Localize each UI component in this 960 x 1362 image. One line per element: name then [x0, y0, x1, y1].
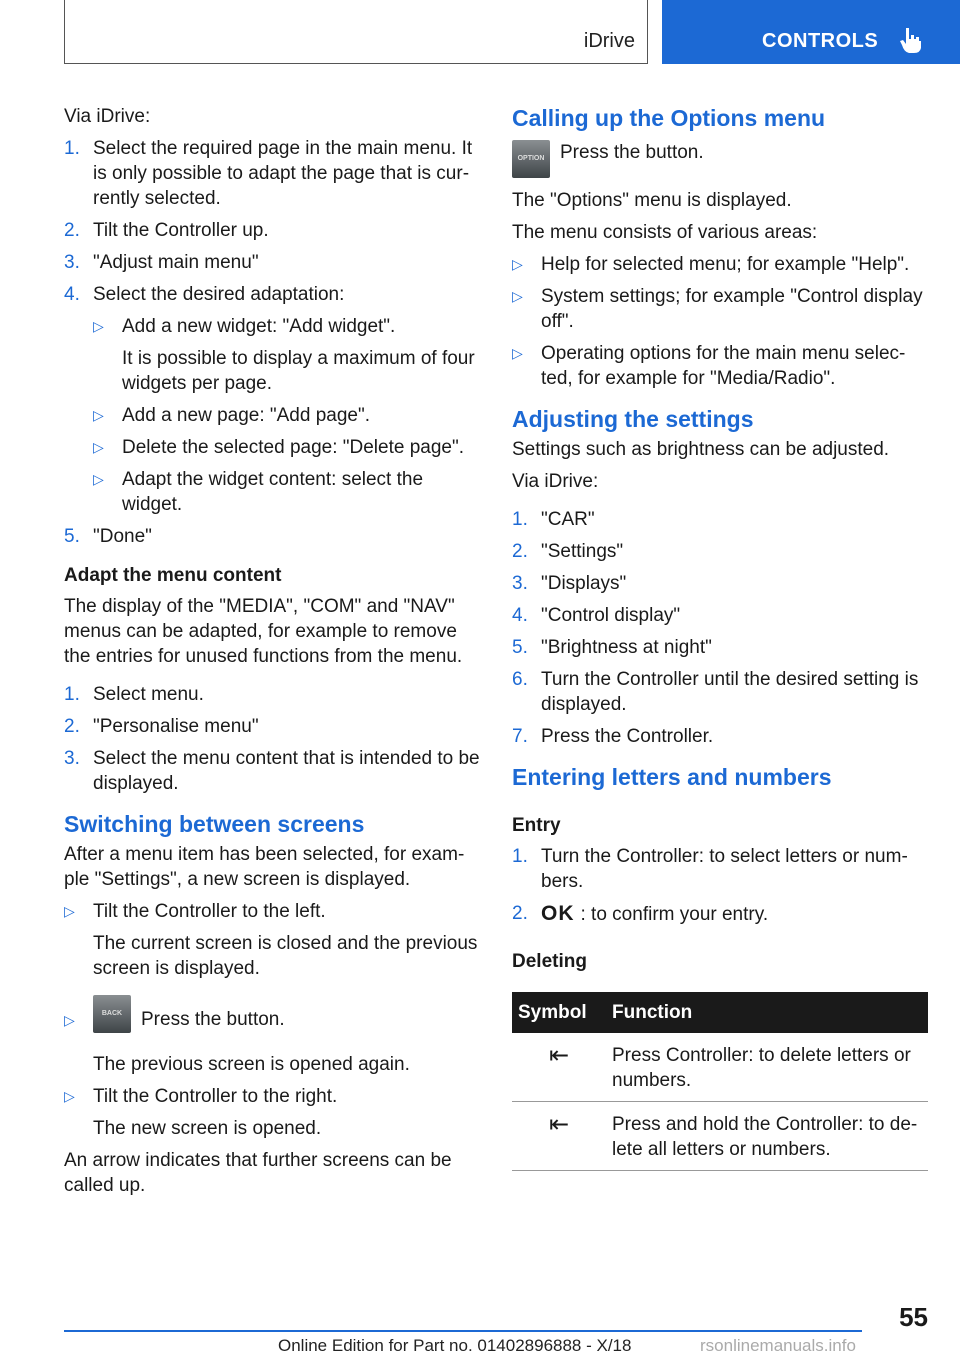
bullet-item: ▷ BACK Press the button.: [64, 995, 480, 1045]
table-header-row: [512, 992, 928, 1033]
list-item: 4. "Control display": [512, 605, 681, 626]
triangle-bullet-icon: ▷: [64, 1088, 75, 1104]
bullet-item: ▷ Help for selected menu; for example "Help".: [512, 254, 910, 275]
adjusting-settings-heading: Adjusting the settings: [512, 406, 754, 432]
header-chapter-label: CONTROLS: [762, 30, 879, 52]
delete-symbol-table: [512, 992, 928, 1171]
bullet-item: ▷ Tilt the Controller to the left.: [64, 901, 326, 922]
options-menu-heading: Calling up the Options menu: [512, 105, 826, 131]
list-item: 1. Turn the Controller: to select letters or numbers.: [512, 846, 908, 892]
delete-symbol-icon: ⇤: [512, 1033, 606, 1102]
column-header-symbol: Symbol: [512, 992, 606, 1033]
list-item: 7. Press the Controller.: [512, 726, 714, 747]
list-item: 3. "Adjust main menu": [64, 252, 259, 273]
triangle-bullet-icon: ▷: [512, 256, 523, 272]
table-row: [512, 1102, 928, 1171]
bullet-item: ▷ Delete the selected page: "Delete page".: [93, 437, 464, 458]
options-areas-text: The menu consists of various areas:: [512, 222, 818, 243]
adapt-menu-text: The display of the "MEDIA", "COM" and "NAV" menus can be adapted, for example to remove the entries for unused functions from the menu.: [64, 596, 463, 667]
ok-icon: OK: [541, 902, 575, 925]
switching-screens-heading: Switching between screens: [64, 811, 365, 837]
left-column: [64, 104, 480, 1205]
triangle-bullet-icon: ▷: [512, 345, 523, 361]
press-button-text: Press the button.: [560, 142, 704, 163]
page-number: 55: [899, 1302, 928, 1332]
footer-edition: Online Edition for Part no. 01402896888 - X/18: [278, 1336, 632, 1355]
back-button-icon: BACK: [93, 995, 131, 1033]
list-item: 2. "Settings": [512, 541, 624, 562]
list-item: 1. Select the required page in the main menu. It is only possible to adapt the page that is currently selected.: [64, 138, 473, 209]
list-item: 5. "Done": [64, 526, 152, 547]
deleting-heading: Deleting: [512, 951, 587, 972]
list-item: 1. Select menu.: [64, 684, 204, 705]
bullet-item: ▷ Adapt the widget content: select the widget.: [93, 469, 424, 515]
bullet-item: ▷ Tilt the Controller to the right.: [64, 1086, 338, 1107]
bullet-item: ▷ Add a new widget: "Add widget".: [93, 316, 396, 337]
hand-pointer-icon: [898, 26, 924, 54]
triangle-bullet-icon: ▷: [93, 407, 104, 423]
header-section-box: [64, 0, 648, 64]
table-row: [512, 1033, 928, 1102]
list-item: 2. "Personalise menu": [64, 716, 259, 737]
delete-symbol-icon: ⇤: [512, 1102, 606, 1171]
bullet-item: ▷ System settings; for example "Control display off".: [512, 286, 923, 332]
list-item: 5. "Brightness at night": [512, 637, 712, 658]
bullet-continuation: The current screen is closed and the previous screen is displayed.: [93, 933, 478, 979]
entry-heading: Entry: [512, 815, 561, 836]
list-item: 3. Select the menu content that is intended to be displayed.: [64, 748, 480, 794]
triangle-bullet-icon: ▷: [93, 471, 104, 487]
list-item: 2. Tilt the Controller up.: [64, 220, 269, 241]
list-item: 1. "CAR": [512, 509, 595, 530]
bullet-item: ▷ Operating options for the main menu selected, for example for "Media/Radio".: [512, 343, 906, 389]
adaptation-bullets: [93, 314, 480, 517]
via-idrive-text: Via iDrive:: [64, 106, 151, 127]
list-item: 4. Select the desired adaptation:: [64, 284, 345, 305]
list-item: 6. Turn the Controller until the desired setting is displayed.: [512, 669, 919, 715]
triangle-bullet-icon: ▷: [512, 288, 523, 304]
list-item: 3. "Displays": [512, 573, 627, 594]
triangle-bullet-icon: ▷: [93, 439, 104, 455]
adapt-menu-heading: Adapt the menu content: [64, 565, 282, 586]
options-displayed-text: The "Options" menu is displayed.: [512, 190, 792, 211]
watermark: rsonlinemanuals.info: [700, 1336, 856, 1355]
switching-screens-text: After a menu item has been selected, for example "Settings", a new screen is displayed.: [64, 844, 465, 890]
right-column: [512, 104, 928, 1171]
settings-text: Settings such as brightness can be adjusted.: [512, 439, 890, 460]
column-header-function: Function: [606, 992, 928, 1033]
footer-divider: [64, 1330, 862, 1332]
header-section-label: iDrive: [583, 30, 635, 52]
arrow-text: An arrow indicates that further screens can be called up.: [64, 1150, 452, 1196]
bullet-continuation: The previous screen is opened again.: [93, 1054, 410, 1075]
table-cell-function: Press and hold the Controller: to delete all letters or numbers.: [606, 1102, 928, 1171]
list-item: 2. OK : to confirm your entry.: [512, 902, 769, 925]
bullet-continuation: The new screen is opened.: [93, 1118, 322, 1139]
bullet-item: ▷ Add a new page: "Add page".: [93, 405, 371, 426]
table-cell-function: Press Controller: to delete letters or numbers.: [606, 1033, 928, 1102]
triangle-bullet-icon: ▷: [64, 1012, 75, 1028]
header-chapter-box: [662, 0, 960, 64]
bullet-continuation: It is possible to display a maximum of four widgets per page.: [122, 348, 475, 394]
triangle-bullet-icon: ▷: [93, 318, 104, 334]
via-idrive-text: Via iDrive:: [512, 471, 599, 492]
entering-letters-heading: Entering letters and numbers: [512, 764, 832, 790]
triangle-bullet-icon: ▷: [64, 903, 75, 919]
option-button-icon: OPTION: [512, 140, 550, 178]
